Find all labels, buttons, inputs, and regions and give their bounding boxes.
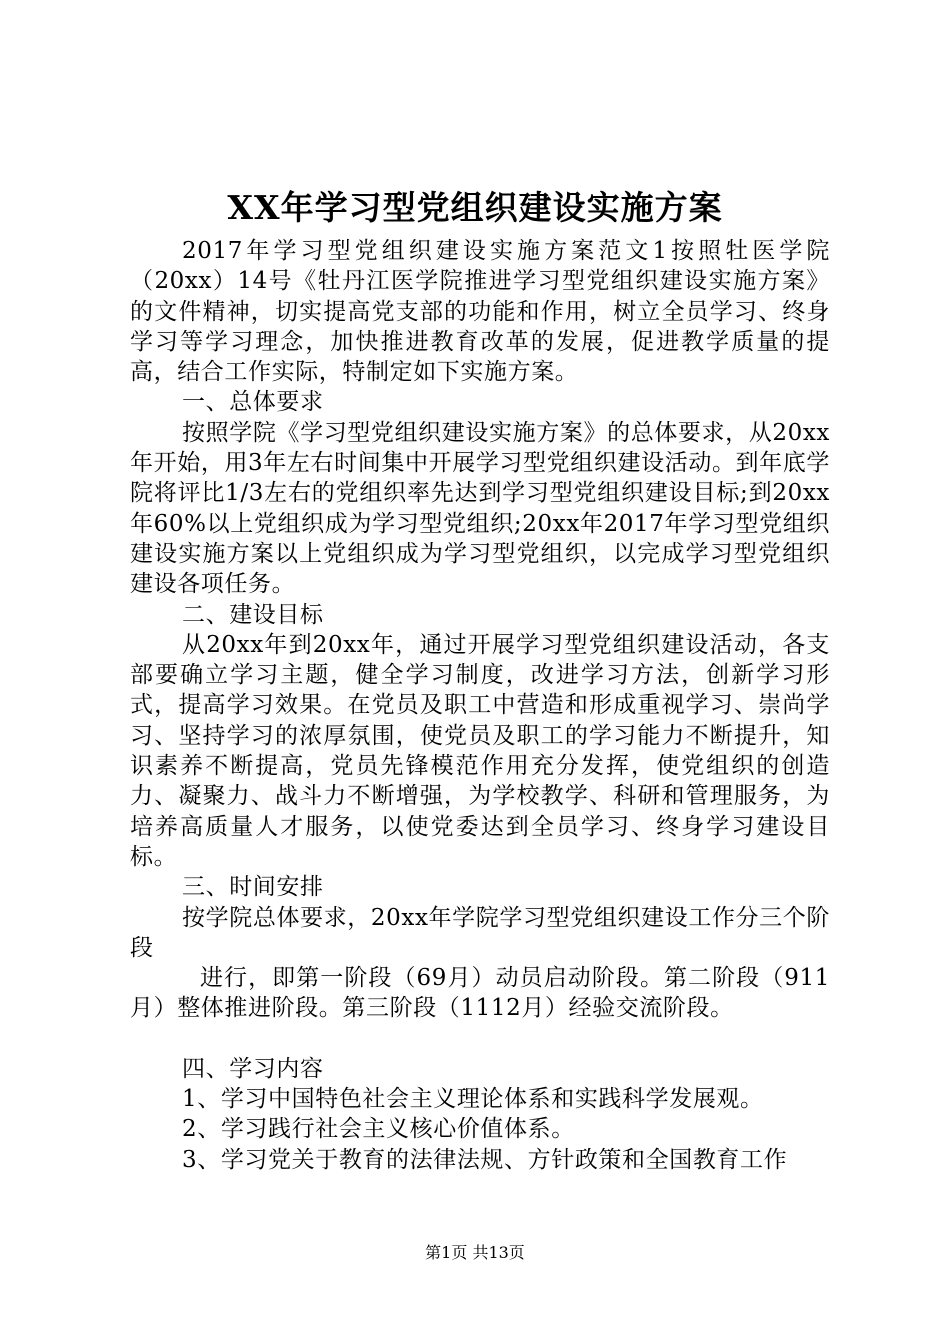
page-footer: 第1页 共13页 [425, 1243, 525, 1262]
list-item: 1、学习中国特色社会主义理论体系和实践科学发展观。 [182, 1086, 764, 1113]
section-2-paragraph: 从20xx年到20xx年，通过开展学习型党组织建设活动，各支部要确立学习主题，健全学习制度，改进学习方法，创新学习形式，提高学习效果。在党员及职工中营造和形成重视学习、崇尚学习、坚持学习的浓厚氛围，使党员及职工的学习能力不断提升，知识素养不断提高，党员先锋模范作用充分发挥，使党组织的创造力、凝聚力、战斗力不断增强，为学校教学、科研和管理服务，为培养高质量人才服务，以使党委达到全员学习、终身学习建设目标。 [130, 631, 830, 870]
section-1-paragraph: 按照学院《学习型党组织建设实施方案》的总体要求，从20xx年开始，用3年左右时间集中开展学习型党组织建设活动。到年底学院将评比1/3左右的党组织率先达到学习型党组织建设目标;到20xx年60%以上党组织成为学习型党组织;20xx年2017年学习型党组织建设实施方案以上党组织成为学习型党组织，以完成学习型党组织建设各项任务。 [130, 419, 830, 598]
list-item: 2、学习践行社会主义核心价值体系。 [182, 1116, 575, 1143]
section-3-paragraph: 按学院总体要求，20xx年学院学习型党组织建设工作分三个阶段 [130, 904, 830, 961]
section-3-continuation: 进行，即第一阶段（69月）动员启动阶段。第二阶段（911月）整体推进阶段。第三阶段（1112月）经验交流阶段。 [130, 965, 830, 1022]
paragraph-gap [130, 1024, 830, 1054]
section-heading-1: 一、总体要求 [182, 389, 324, 416]
document-title: XX年学习型党组织建设实施方案 [227, 188, 723, 227]
section-heading-2: 二、建设目标 [182, 601, 324, 628]
section-heading-3: 三、时间安排 [182, 874, 324, 901]
intro-paragraph: 2017年学习型党组织建设实施方案范文1按照牡医学院（20xx）14号《牡丹江医学院推进学习型党组织建设实施方案》的文件精神，切实提高党支部的功能和作用，树立全员学习、终身学习等学习理念，加快推进教育改革的发展，促进教学质量的提高，结合工作实际，特制定如下实施方案。 [130, 238, 830, 386]
list-item: 3、学习党关于教育的法律法规、方针政策和全国教育工作 [182, 1146, 788, 1173]
section-heading-4: 四、学习内容 [182, 1055, 324, 1082]
document-body [130, 236, 830, 1175]
